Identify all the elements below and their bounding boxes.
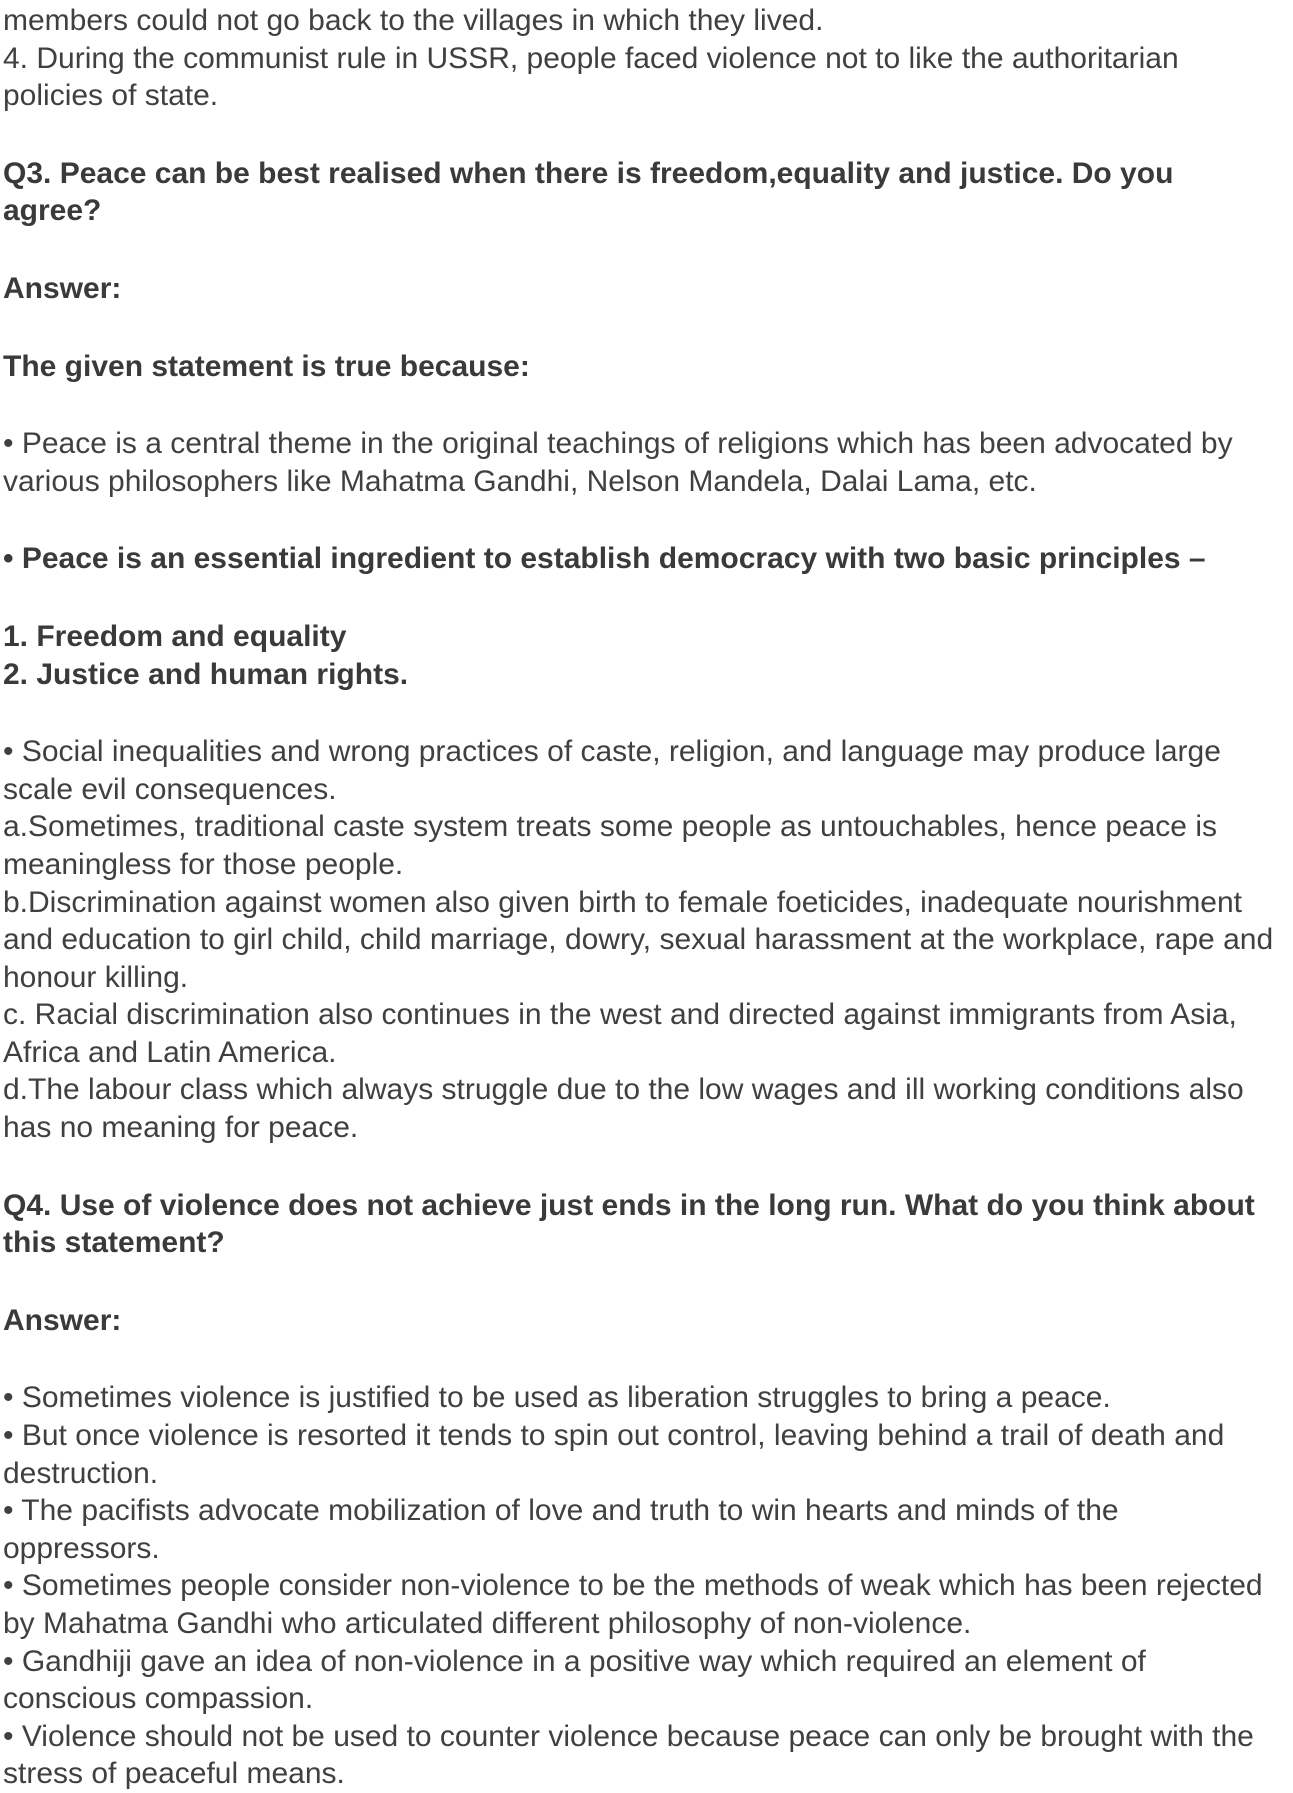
sub-item-c: Africa and Latin America.	[3, 1035, 337, 1069]
list-item: 1. Freedom and equality	[3, 619, 347, 653]
bullet-text-line: • The pacifists advocate mobilization of love and truth to win hearts and minds of the	[3, 1494, 1119, 1528]
bullet-social-inequalities	[3, 733, 1293, 1147]
statement-true-heading	[3, 348, 1293, 386]
sub-item-a: meaningless for those people.	[3, 847, 404, 881]
question-q3	[3, 155, 1293, 230]
text-line: policies of state.	[3, 79, 219, 113]
sub-item-b: b.Discrimination against women also given birth to female foeticides, inadequate nourishment	[3, 885, 1243, 919]
q4-answer-bullets	[3, 1379, 1293, 1793]
sub-item-b: honour killing.	[3, 960, 189, 994]
answer-label: Answer:	[3, 1303, 122, 1337]
bullet-text-line: stress of peaceful means.	[3, 1757, 345, 1791]
bullet-text-line: • Gandhiji gave an idea of non-violence in a positive way which required an element of	[3, 1644, 1146, 1678]
bullet-text-line: • Peace is a central theme in the original teachings of religions which has been advocated by	[3, 427, 1233, 461]
bullet-text-line: destruction.	[3, 1456, 159, 1490]
bullet-text-line: • Violence should not be used to counter violence because peace can only be brought with the	[3, 1719, 1254, 1753]
question-text-line: Q4. Use of violence does not achieve just ends in the long run. What do you think about	[3, 1188, 1255, 1222]
question-q4	[3, 1187, 1293, 1262]
bullet-text-line: by Mahatma Gandhi who articulated different philosophy of non-violence.	[3, 1607, 972, 1640]
intro-continuation	[3, 2, 1293, 115]
sub-item-d: has no meaning for peace.	[3, 1111, 359, 1145]
text-line: members could not go back to the villages in which they lived.	[3, 4, 824, 37]
sub-item-c: c. Racial discrimination also continues in the west and directed against immigrants from Asia,	[3, 998, 1237, 1032]
list-item: 2. Justice and human rights.	[3, 657, 409, 691]
text-line: 4. During the communist rule in USSR, people faced violence not to like the authoritarian	[3, 41, 1179, 75]
sub-item-a: a.Sometimes, traditional caste system treats some people as untouchables, hence peace is	[3, 810, 1217, 844]
question-text-line: Q3. Peace can be best realised when there is freedom,equality and justice. Do you	[3, 156, 1174, 190]
bullet-text-line: conscious compassion.	[3, 1682, 314, 1716]
bullet-text-line: • Sometimes people consider non-violence to be the methods of weak which has been rejected	[3, 1569, 1263, 1603]
question-text-line: agree?	[3, 194, 102, 228]
sub-item-d: d.The labour class which always struggle due to the low wages and ill working conditions also	[3, 1073, 1244, 1107]
bullet-text-line: • Peace is an essential ingredient to establish democracy with two basic principles –	[3, 542, 1206, 576]
bullet-text-line: various philosophers like Mahatma Gandhi, Nelson Mandela, Dalai Lama, etc.	[3, 464, 1037, 498]
bullet-text-line: oppressors.	[3, 1531, 160, 1565]
bullet-peace-essential-ingredient	[3, 540, 1293, 578]
bullet-peace-central-theme	[3, 425, 1293, 500]
bullet-text-line: scale evil consequences.	[3, 772, 337, 806]
answer-heading-q4	[3, 1302, 1293, 1340]
sub-item-b: and education to girl child, child marriage, dowry, sexual harassment at the workplace, rape and	[3, 923, 1274, 957]
answer-heading-q3	[3, 270, 1293, 308]
bullet-text-line: • But once violence is resorted it tends to spin out control, leaving behind a trail of death and	[3, 1419, 1225, 1453]
heading-text-line: The given statement is true because:	[3, 349, 530, 383]
principles-list	[3, 618, 1293, 693]
question-text-line: this statement?	[3, 1226, 225, 1260]
answer-label: Answer:	[3, 271, 122, 305]
bullet-text-line: • Social inequalities and wrong practices of caste, religion, and language may produce large	[3, 735, 1221, 769]
bullet-text-line: • Sometimes violence is justified to be used as liberation struggles to bring a peace.	[3, 1381, 1111, 1415]
